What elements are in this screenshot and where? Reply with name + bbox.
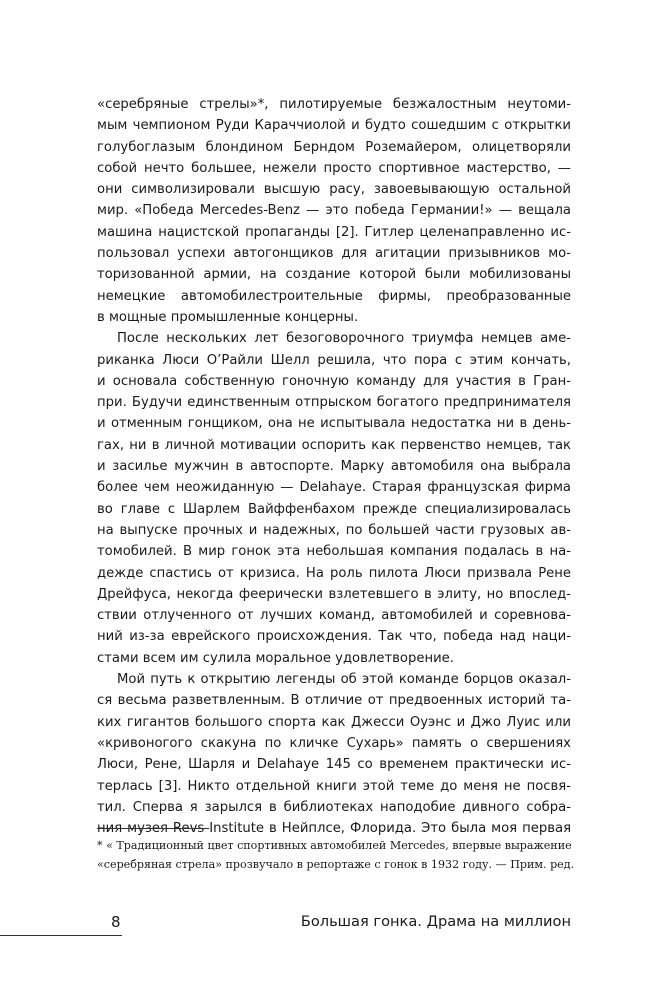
- text-line: Мой путь к открытию легенды об этой команде борцов оказал-: [117, 672, 571, 688]
- text-line: «серебряные стрелы»*, пилотируемые безжалостным неутоми-: [97, 97, 571, 112]
- text-line: в мощные промышленные концерны.: [97, 309, 359, 325]
- text-line: мым чемпионом Руди Караччиолой и будто сошедшим с открытки: [97, 118, 571, 134]
- text-line: «кривоногого скакуна по кличке Сухарь» память о свершениях: [97, 735, 571, 751]
- text-line: ния музея Revs Institute в Нейплсе, Флорида. Это была моя первая: [97, 821, 571, 837]
- text-line: гах, ни в личной мотивации оспорить как первенство немцев, так: [97, 437, 571, 453]
- text-line: После нескольких лет безоговорочного триумфа немцев аме-: [117, 331, 571, 347]
- text-line: ствии отлученного от лучших команд, автомобилей и соревнова-: [97, 608, 571, 624]
- body-text: [97, 94, 571, 839]
- text-line: терлась [3]. Никто отдельной книги этой теме до меня не посвя-: [97, 778, 571, 794]
- text-line: на выпуске прочных и надежных, по большей части грузовых ав-: [97, 522, 571, 538]
- text-line: немецкие автомобилестроительные фирмы, преобразованные: [97, 288, 571, 304]
- text-line: ся весьма разветвленным. В отличие от предвоенных историй та-: [97, 693, 571, 709]
- text-line: пользовал успехи автогонщиков для агитации призывников мо-: [97, 246, 571, 262]
- text-line: Люси, Рене, Шарля и Delahaye 145 со временем практически ис-: [97, 757, 571, 773]
- text-line: и основала собственную гоночную команду для участия в Гран-: [97, 373, 571, 389]
- text-line: тил. Сперва я зарылся в библиотеках наподобие дивного собра-: [97, 799, 571, 815]
- text-line: риканка Люси О’Райли Шелл решила, что пора с этим кончать,: [97, 352, 571, 368]
- text-line: дежде спастись от кризиса. На роль пилота Люси призвала Рене: [97, 565, 571, 581]
- footer-divider: [0, 935, 122, 936]
- text-line: собой нечто большее, нежели просто спортивное мастерство, —: [97, 160, 571, 176]
- text-line: более чем неожиданную — Delahaye. Старая французская фирма: [97, 480, 571, 496]
- page-number: 8: [111, 913, 121, 931]
- text-line: и отменным гонщиком, она не испытывала недостатка ни в день-: [97, 416, 571, 432]
- text-line: при. Будучи единственным отпрыском богатого предпринимателя: [97, 395, 571, 411]
- paragraph-1: [97, 94, 571, 328]
- text-line: торизованной армии, на создание которой были мобилизованы: [97, 267, 571, 283]
- text-line: мир. «Победа Mercedes-Benz — это победа Германии!» — вещала: [97, 203, 571, 219]
- footnote-line-2: «серебряная стрела» прозвучало в репортаже с гонок в 1932 году. — Прим. ред.: [97, 858, 575, 871]
- paragraph-3: [97, 669, 571, 839]
- text-line: они символизировали высшую расу, завоевывающую остальной: [97, 182, 571, 198]
- text-line: машина нацистской пропаганды [2]. Гитлер целенаправленно ис-: [97, 224, 571, 240]
- paragraph-2: [97, 328, 571, 669]
- running-title: Большая гонка. Драма на миллион: [300, 913, 571, 930]
- text-line: во главе с Шарлем Вайффенбахом прежде специализировалась: [97, 501, 571, 517]
- text-line: стами всем им сулила моральное удовлетворение.: [97, 650, 454, 666]
- text-line: ний из-за еврейского происхождения. Так что, победа над наци-: [97, 629, 571, 645]
- footnote-divider: [97, 828, 209, 829]
- footnote-line-1: * « Традиционный цвет спортивных автомобилей Mercedes, впервые выражение: [97, 839, 572, 852]
- footnote: [97, 836, 575, 874]
- text-line: ких гигантов большого спорта как Джесси Оуэнс и Джо Луис или: [97, 714, 571, 730]
- text-line: томобилей. В мир гонок эта небольшая компания подалась в на-: [97, 544, 571, 560]
- text-line: и засилье мужчин в автоспорте. Марку автомобиля она выбрала: [97, 459, 571, 475]
- text-line: Дрейфуса, некогда феерически взлетевшего в элиту, но впослед-: [97, 586, 571, 602]
- text-line: голубоглазым блондином Берндом Роземайером, олицетворяли: [97, 139, 571, 155]
